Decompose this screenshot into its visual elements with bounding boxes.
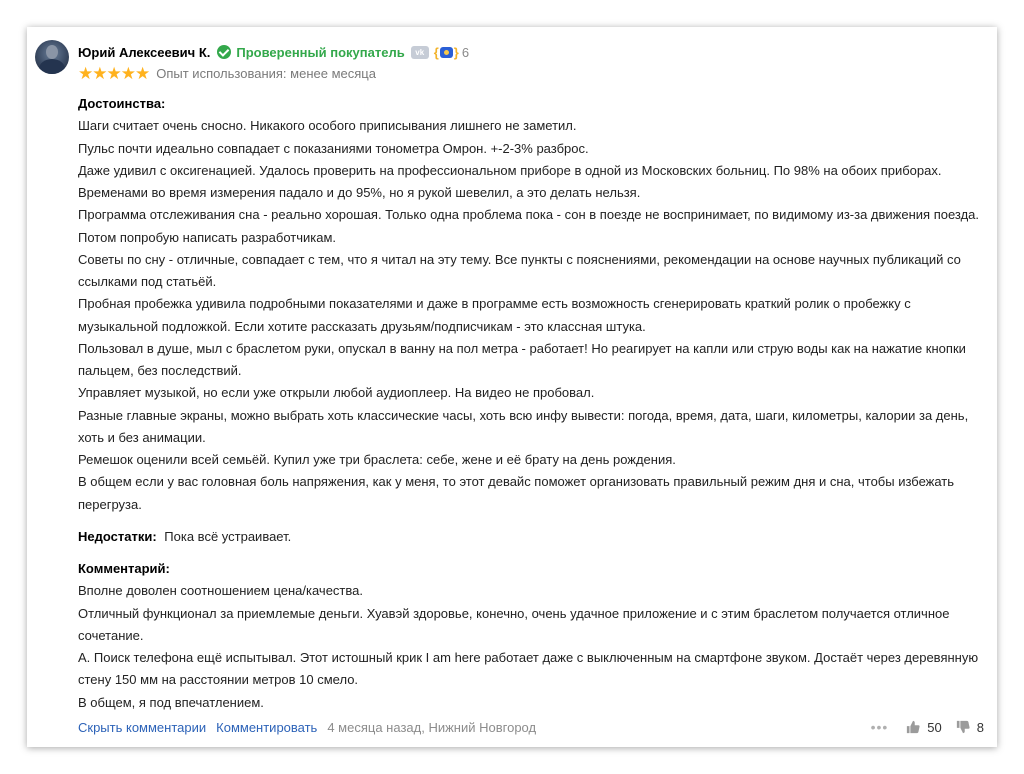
pros-line: Пользовал в душе, мыл с браслетом руки, опускал в ванну на пол метра - работает! Но реагирует на капли или струю воды как на нажатие кнопки пальцем, без последствий. [78,340,966,378]
pros-line: Управляет музыкой, но если уже открыли любой аудиоплеер. На видео не пробовал. [78,385,595,401]
vk-icon[interactable]: vk [411,46,429,59]
star-icon: ★ [106,63,121,83]
comment-link[interactable]: Комментировать [216,719,318,735]
plus-count: 6 [461,44,470,60]
pros-line: Пульс почти идеально совпадает с показаниями тонометра Омрон. +-2-3% разброс. [78,140,589,156]
pros-line: Разные главные экраны, можно выбрать хоть классические часы, хоть всю инфу вывести: погода, время, дата, шаги, километры, калории за день, хоть и без анимации. [78,407,969,445]
thumbs-up-icon[interactable] [906,720,920,734]
cons-text: Пока всё устраивает. [164,528,292,544]
pros-text [78,115,983,516]
plus-icon [440,47,453,58]
dislikes-count: 8 [976,719,984,735]
avatar[interactable] [35,40,69,74]
author-name[interactable]: Юрий Алексеевич К. [78,44,211,60]
comment-text [78,580,983,714]
comment-line: А. Поиск телефона ещё испытывал. Этот истошный крик I am here работает даже с выключенным на смартфоне звуком. Достаёт через деревянную стену 150 мм на расстоянии метров 10 смело. [78,650,979,688]
pros-line: Программа отслеживания сна - реально хорошая. Только одна проблема пока - сон в поезде не воспринимает, по видимому из-за движения поезда. Потом попробую написать разработчикам. [78,207,980,245]
review-date-location: 4 месяца назад, Нижний Новгород [327,719,537,735]
review-card [27,27,997,747]
comment-line: В общем, я под впечатлением. [78,694,264,710]
pros-line: Пробная пробежка удивила подробными показателями и даже в программе есть возможность сгенерировать краткий ролик о пробежку с музыкальной подложкой. Если хотите рассказать друзьям/подписчикам - это классная штука. [78,296,911,334]
star-rating [78,65,149,82]
rating-row [78,64,376,82]
review-header [78,43,469,61]
star-icon: ★ [92,63,107,83]
laurel-left-icon: { [433,44,439,60]
review-actions [871,719,984,735]
usage-experience: Опыт использования: менее месяца [156,65,376,81]
pros-line: В общем если у вас головная боль напряжения, как у меня, то этот девайс поможет организовать правильный режим дня и сна, чтобы избежать перегруза. [78,474,955,512]
star-icon: ★ [78,63,93,83]
comment-line: Вполне доволен соотношением цена/качества. [78,583,363,599]
pros-line: Шаги считает очень сносно. Никакого особого приписывания лишнего не заметил. [78,118,577,134]
pros-line: Советы по сну - отличные, совпадает с тем, что я читал на эту тему. Все пункты с пояснениями, рекомендации на основе научных публикаций со ссылками под статьёй. [78,251,961,289]
cons-title: Недостатки: [78,528,157,544]
more-options-icon[interactable]: ••• [870,719,889,735]
laurel-right-icon: } [453,44,459,60]
review-body [78,93,983,714]
pros-title: Достоинства: [78,96,166,111]
pros-line: Ремешок оценили всей семьёй. Купил уже три браслета: себе, жене и её брату на день рождения. [78,452,676,467]
hide-comments-link[interactable]: Скрыть комментарии [78,719,207,735]
likes-count: 50 [927,719,942,735]
comment-line: Отличный функционал за приемлемые деньги. Хуавэй здоровье, конечно, очень удачное приложение и с этим браслетом получается отличное сочетание. [78,605,950,643]
review-footer [78,717,984,737]
pros-line: Даже удивил с оксигенацией. Удалось проверить на профессиональном приборе в одной из Московских больниц. По 98% на обоих приборах. Временами во время измерения падало и до 95%, но я рукой шевелил, а это делать нельзя. [78,162,942,200]
star-icon: ★ [135,63,150,83]
avatar-face [46,45,58,59]
star-icon: ★ [120,63,135,83]
verified-check-icon [217,45,231,59]
avatar-body [39,59,65,74]
verified-buyer-label: Проверенный покупатель [236,44,405,60]
cons-section [78,526,983,548]
plus-badge [434,45,469,60]
comment-title: Комментарий: [78,561,170,576]
thumbs-down-icon[interactable] [956,720,970,734]
